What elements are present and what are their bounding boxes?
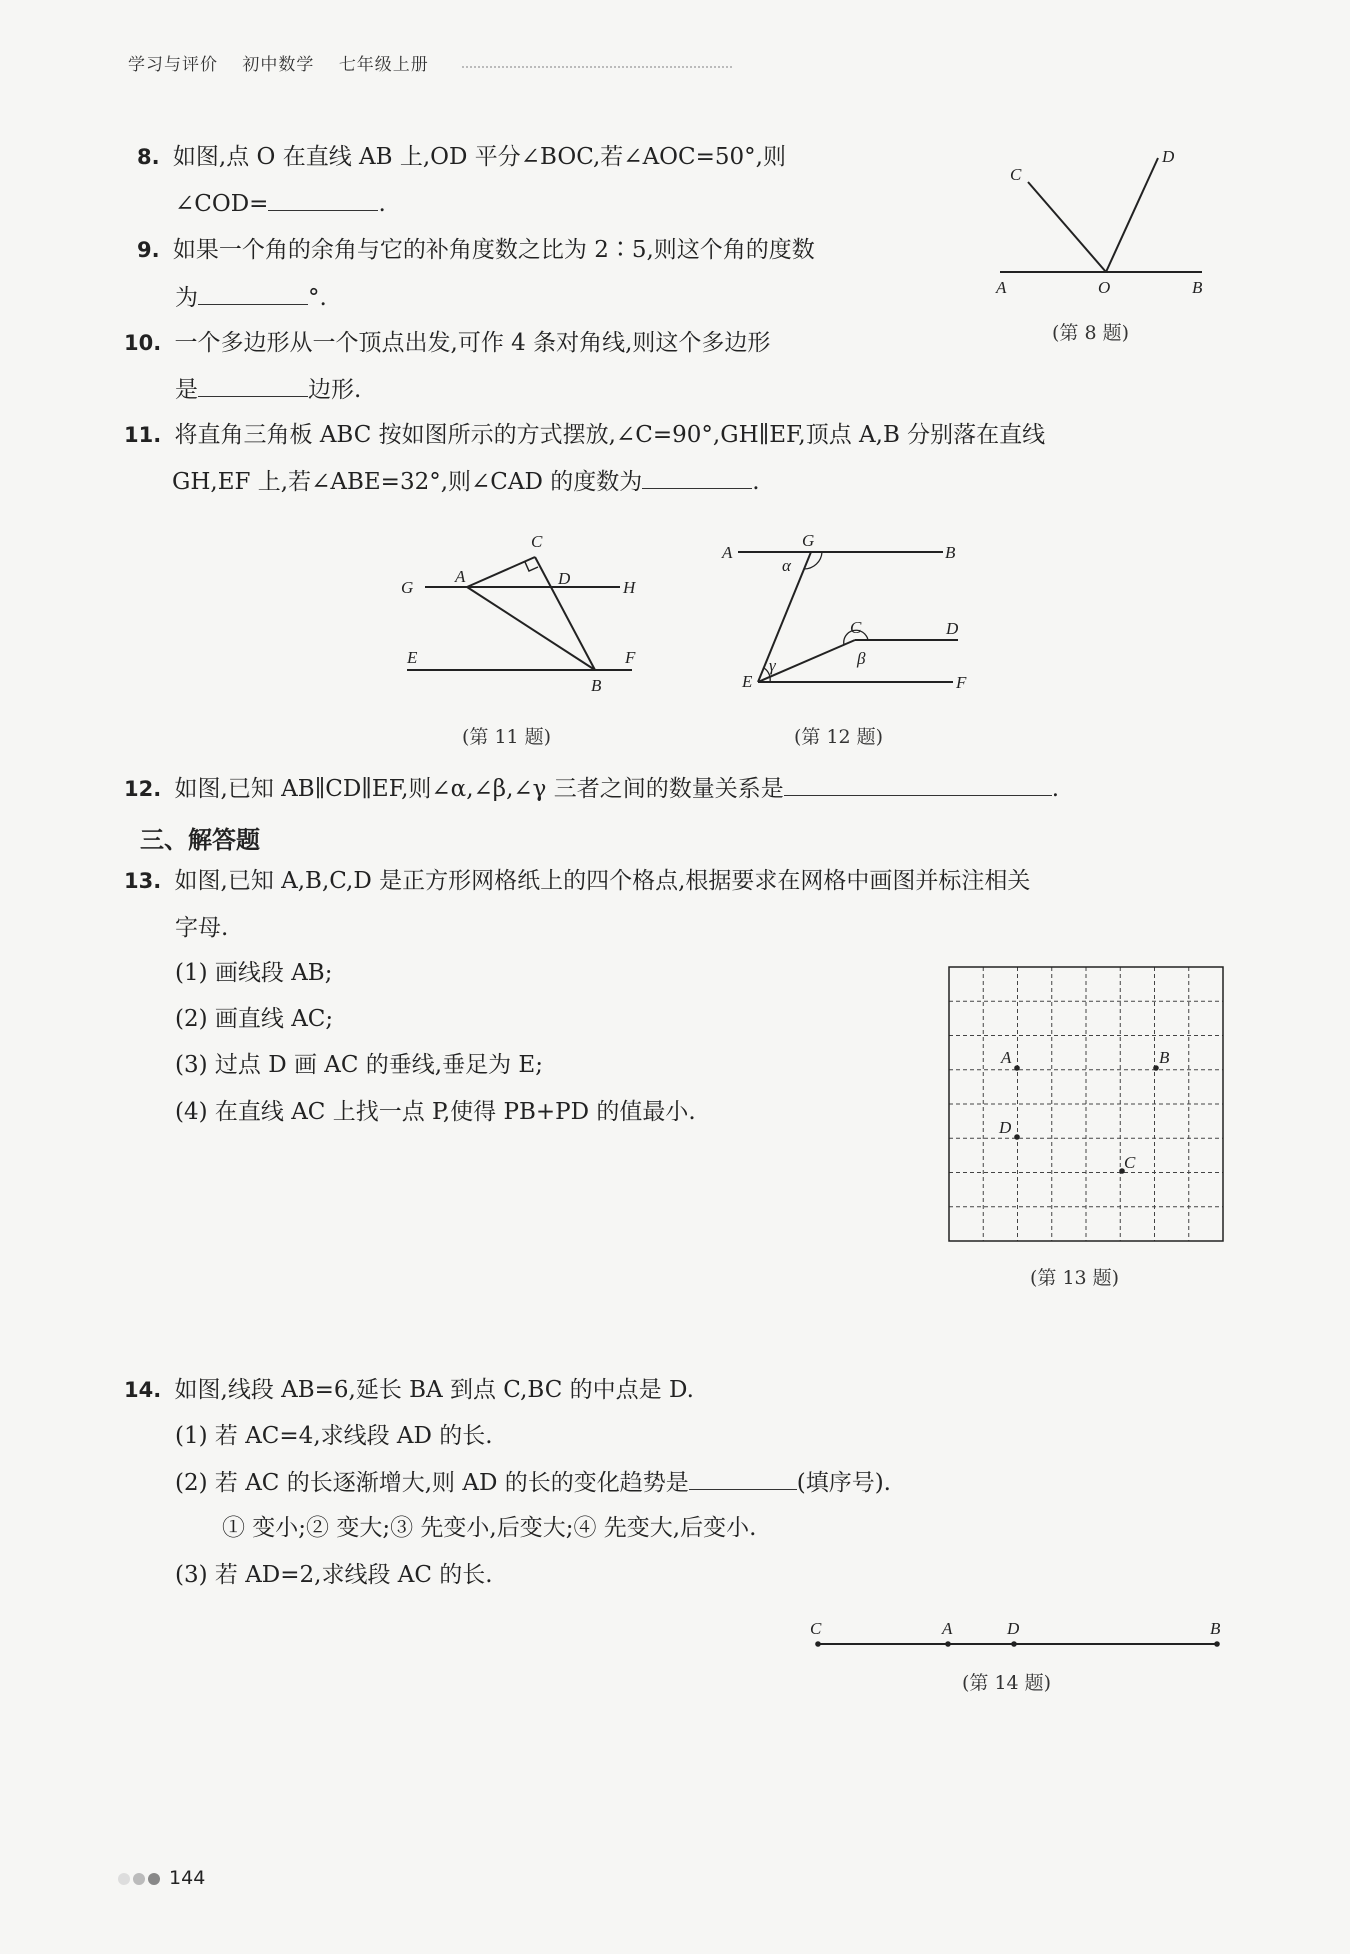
q12-text: 如图,已知 AB∥CD∥EF,则∠α,∠β,∠γ 三者之间的数量关系是 xyxy=(174,776,784,802)
fig14-label-c: C xyxy=(810,1619,822,1638)
fig13-label-a: A xyxy=(1001,1048,1012,1067)
point-d xyxy=(1014,1134,1020,1140)
fig14-caption: (第 14 题) xyxy=(962,1672,1052,1694)
q10-text-1: 一个多边形从一个顶点出发,可作 4 条对角线,则这个多边形 xyxy=(174,330,771,356)
question-10 xyxy=(124,328,770,358)
fig13-label-c: C xyxy=(1124,1153,1136,1172)
q14-part-3: (3) 若 AD=2,求线段 AC 的长. xyxy=(175,1562,493,1588)
header-book: 学习与评价 xyxy=(128,55,218,75)
page-number: 144 xyxy=(169,1867,206,1889)
question-14 xyxy=(124,1375,694,1405)
fig12-label-b: B xyxy=(945,543,956,562)
fig12-label-gamma: γ xyxy=(769,656,776,675)
fig14-point-c xyxy=(815,1641,821,1647)
fig11-label-e: E xyxy=(407,648,418,667)
q14-answer-blank[interactable] xyxy=(689,1467,797,1490)
q10-suffix: 边形. xyxy=(308,377,362,403)
header-subject: 初中数学 xyxy=(242,55,315,75)
fig11-caption: (第 11 题) xyxy=(462,726,552,748)
section-heading: 三、解答题 xyxy=(140,825,260,854)
fig12-label-e: E xyxy=(742,672,753,691)
fig13-label-d: D xyxy=(999,1118,1012,1137)
fig11-label-c: C xyxy=(531,532,543,551)
fig11-label-d: D xyxy=(558,569,571,588)
q9-number: 9. xyxy=(137,238,160,262)
fig12-label-alpha: α xyxy=(782,556,791,575)
q14-text-1: 如图,线段 AB=6,延长 BA 到点 C,BC 的中点是 D. xyxy=(174,1377,694,1403)
fig8-label-d: D xyxy=(1162,147,1175,166)
fig13-caption: (第 13 题) xyxy=(1030,1267,1120,1289)
q13-number: 13. xyxy=(124,869,162,893)
q10-answer-blank[interactable] xyxy=(198,374,308,397)
q13-part-2: (2) 画直线 AC; xyxy=(175,1006,334,1032)
fig13-label-b: B xyxy=(1159,1048,1170,1067)
page-dot-2 xyxy=(133,1873,145,1885)
fig12-label-c: C xyxy=(850,618,862,637)
q11-period: . xyxy=(752,469,760,495)
q9-text-1: 如果一个角的余角与它的补角度数之比为 2∶5,则这个角的度数 xyxy=(172,237,815,263)
running-header xyxy=(128,50,447,75)
fig8-caption: (第 8 题) xyxy=(1052,322,1129,344)
fig11-label-g: G xyxy=(401,578,414,597)
q13-text-1: 如图,已知 A,B,C,D 是正方形网格纸上的四个格点,根据要求在网格中画图并标注相关 xyxy=(174,868,1031,894)
q13-part-3: (3) 过点 D 画 AC 的垂线,垂足为 E; xyxy=(175,1052,543,1078)
question-8 xyxy=(137,142,786,172)
header-dotted-line xyxy=(462,66,732,72)
q9-answer-blank[interactable] xyxy=(198,282,308,305)
q9-text-2: 为 xyxy=(175,285,198,311)
fig14-point-b xyxy=(1214,1641,1220,1647)
figure-11 xyxy=(395,525,655,700)
question-12 xyxy=(124,773,1059,804)
q11-text-2: GH,EF 上,若∠ABE=32°,则∠CAD 的度数为 xyxy=(172,469,643,495)
q14-part-2-suffix: (填序号). xyxy=(796,1470,891,1496)
question-9-line2 xyxy=(175,282,327,313)
q13-part-4: (4) 在直线 AC 上找一点 P,使得 PB+PD 的值最小. xyxy=(175,1099,696,1125)
q8-number: 8. xyxy=(137,145,160,169)
fig12-caption: (第 12 题) xyxy=(794,726,884,748)
fig12-label-a: A xyxy=(722,543,733,562)
q14-options: ① 变小;② 变大;③ 先变小,后变大;④ 先变大,后变小. xyxy=(222,1515,757,1541)
q14-part-1: (1) 若 AC=4,求线段 AD 的长. xyxy=(175,1423,493,1449)
fig14-point-a xyxy=(945,1641,951,1647)
fig11-label-b: B xyxy=(591,676,602,695)
fig8-ray-oc xyxy=(1028,182,1106,272)
q9-degree: °. xyxy=(308,285,327,311)
q11-number: 11. xyxy=(124,423,162,447)
question-13 xyxy=(124,866,1030,896)
q14-part-2 xyxy=(175,1467,891,1498)
question-9 xyxy=(137,235,815,265)
q8-text-1: 如图,点 O 在直线 AB 上,OD 平分∠BOC,若∠AOC=50°,则 xyxy=(172,144,786,170)
figure-12 xyxy=(718,525,983,700)
fig14-label-a: A xyxy=(942,1619,953,1638)
fig14-point-d xyxy=(1011,1641,1017,1647)
question-8-line2 xyxy=(175,188,386,219)
fig12-label-d: D xyxy=(946,619,959,638)
q14-number: 14. xyxy=(124,1378,162,1402)
question-11 xyxy=(124,420,1045,450)
q8-text-2: ∠COD= xyxy=(175,191,269,217)
figure-13-grid xyxy=(946,962,1226,1247)
q11-text-1: 将直角三角板 ABC 按如图所示的方式摆放,∠C=90°,GH∥EF,顶点 A,B 分别落在直线 xyxy=(174,422,1046,448)
q10-number: 10. xyxy=(124,331,162,355)
q8-period: . xyxy=(378,191,386,217)
q13-part-1: (1) 画线段 AB; xyxy=(175,960,333,986)
fig11-label-f: F xyxy=(625,648,636,667)
fig12-label-g: G xyxy=(802,531,815,550)
q12-period: . xyxy=(1051,776,1060,802)
fig8-label-o: O xyxy=(1098,278,1111,297)
page-dot-3 xyxy=(148,1873,160,1885)
q14-part-2-text: (2) 若 AC 的长逐渐增大,则 AD 的长的变化趋势是 xyxy=(175,1470,689,1496)
fig11-side-ab xyxy=(467,587,595,670)
fig12-label-beta: β xyxy=(857,649,866,668)
q12-answer-blank[interactable] xyxy=(784,773,1052,796)
fig14-label-d: D xyxy=(1007,1619,1020,1638)
fig12-label-f: F xyxy=(956,673,967,692)
q8-answer-blank[interactable] xyxy=(268,188,378,211)
page-dot-1 xyxy=(118,1873,130,1885)
fig11-side-ac xyxy=(467,557,535,587)
fig8-ray-od xyxy=(1106,158,1158,272)
fig8-label-a: A xyxy=(996,278,1007,297)
point-a xyxy=(1014,1065,1020,1071)
q13-text-2: 字母. xyxy=(175,915,229,941)
point-b xyxy=(1153,1065,1159,1071)
fig8-label-b: B xyxy=(1192,278,1203,297)
q11-answer-blank[interactable] xyxy=(642,466,752,489)
header-grade: 七年级上册 xyxy=(338,55,429,75)
fig11-right-angle-mark xyxy=(525,562,538,571)
fig11-label-a: A xyxy=(455,567,466,586)
fig8-label-c: C xyxy=(1010,165,1022,184)
fig11-label-h: H xyxy=(623,578,636,597)
figure-14 xyxy=(800,1612,1230,1662)
fig14-label-b: B xyxy=(1210,1619,1221,1638)
q10-text-2: 是 xyxy=(175,377,198,403)
q12-number: 12. xyxy=(124,777,162,801)
question-10-line2 xyxy=(175,374,361,405)
grid-lines xyxy=(949,967,1223,1241)
question-11-line2 xyxy=(172,466,760,497)
page-number-block xyxy=(118,1867,205,1889)
